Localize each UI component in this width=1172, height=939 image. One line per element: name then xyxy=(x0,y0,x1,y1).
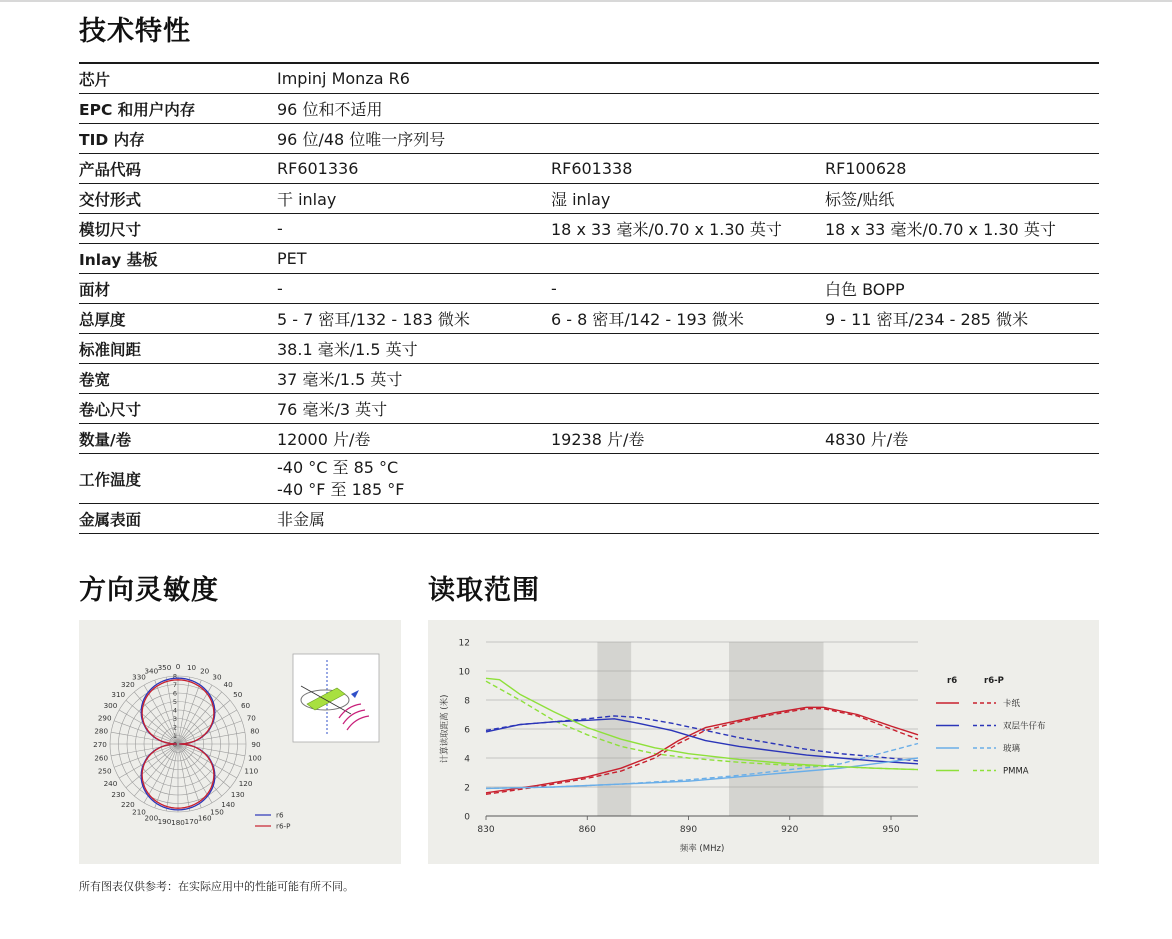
spec-value: 5 - 7 密耳/132 - 183 微米 xyxy=(277,310,470,329)
legend-header: r6 xyxy=(947,676,958,686)
spec-table xyxy=(79,62,1099,534)
x-axis-label: 频率 (MHz) xyxy=(679,844,725,854)
angle-tick-label: 30 xyxy=(212,672,222,682)
spec-label: 交付形式 xyxy=(79,190,142,209)
spec-label: 金属表面 xyxy=(79,510,142,529)
spec-value xyxy=(551,63,825,94)
spec-value: 非金属 xyxy=(277,510,326,529)
spec-value: 标签/贴纸 xyxy=(825,190,895,209)
radial-tick-label: 2 xyxy=(172,723,177,732)
spec-value xyxy=(825,364,1099,394)
y-tick-label: 4 xyxy=(464,754,470,765)
x-tick-label: 920 xyxy=(781,825,799,835)
angle-tick-label: 170 xyxy=(184,816,199,826)
angle-tick-label: 0 xyxy=(175,662,181,671)
spec-value xyxy=(825,94,1099,124)
spec-label: Inlay 基板 xyxy=(79,250,158,269)
angle-tick-label: 50 xyxy=(233,689,243,699)
spec-row xyxy=(79,364,1099,394)
polar-chart-panel xyxy=(79,620,401,864)
spec-value: 白色 BOPP xyxy=(825,280,905,299)
spec-row xyxy=(79,94,1099,124)
spec-value: 18 x 33 毫米/0.70 x 1.30 英寸 xyxy=(551,220,782,239)
angle-tick-label: 300 xyxy=(103,701,118,710)
polar-chart xyxy=(79,620,401,864)
x-tick-label: 890 xyxy=(679,825,698,835)
angle-tick-label: 220 xyxy=(121,799,135,809)
angle-tick-label: 340 xyxy=(144,666,159,676)
angle-tick-label: 240 xyxy=(103,779,118,788)
spec-value xyxy=(551,94,825,124)
y-tick-label: 2 xyxy=(464,783,470,794)
angle-tick-label: 10 xyxy=(186,663,197,673)
spec-row xyxy=(79,454,1099,504)
spec-value: 37 毫米/1.5 英寸 xyxy=(277,370,403,389)
spec-value xyxy=(551,394,825,424)
y-tick-label: 6 xyxy=(464,725,470,736)
spec-value: 9 - 11 密耳/234 - 285 微米 xyxy=(825,310,1029,329)
spec-value xyxy=(825,244,1099,274)
radial-tick-label: 7 xyxy=(172,681,177,689)
angle-tick-label: 320 xyxy=(121,680,135,690)
y-tick-label: 8 xyxy=(464,696,470,707)
angle-tick-label: 40 xyxy=(223,680,233,690)
angle-tick-label: 210 xyxy=(132,807,146,817)
spec-value xyxy=(825,124,1099,154)
angle-tick-label: 120 xyxy=(238,779,253,788)
spec-label: 卷心尺寸 xyxy=(79,400,142,419)
spec-value xyxy=(551,244,825,274)
legend-label: 玻璃 xyxy=(1003,744,1021,754)
spec-value xyxy=(551,124,825,154)
angle-tick-label: 330 xyxy=(132,672,146,682)
x-tick-label: 830 xyxy=(477,825,495,835)
spec-row xyxy=(79,424,1099,454)
orientation-diagram xyxy=(293,654,379,742)
angle-tick-label: 290 xyxy=(97,713,112,723)
radial-tick-label: 0 xyxy=(172,740,177,749)
range-chart-panel xyxy=(428,620,1099,864)
angle-tick-label: 270 xyxy=(93,740,107,749)
radial-tick-label: 5 xyxy=(172,698,177,706)
spec-label: 总厚度 xyxy=(79,310,126,329)
y-tick-label: 0 xyxy=(464,812,470,823)
polar-legend-label: r6 xyxy=(276,810,284,820)
spec-value: 4830 片/卷 xyxy=(825,430,909,449)
angle-tick-label: 110 xyxy=(244,766,259,776)
spec-value xyxy=(551,504,825,534)
angle-tick-label: 90 xyxy=(251,740,261,749)
spec-value: 6 - 8 密耳/142 - 193 微米 xyxy=(551,310,744,329)
spec-row xyxy=(79,274,1099,304)
spec-value: RF100628 xyxy=(825,159,907,178)
y-tick-label: 10 xyxy=(458,667,470,678)
spec-row xyxy=(79,154,1099,184)
spec-label: 模切尺寸 xyxy=(79,220,142,239)
angle-tick-label: 190 xyxy=(157,816,172,826)
spec-row xyxy=(79,504,1099,534)
series-双层牛仔布-r6 xyxy=(486,719,918,764)
angle-tick-label: 60 xyxy=(240,701,251,710)
angle-tick-label: 140 xyxy=(221,799,235,809)
spec-row xyxy=(79,334,1099,364)
read-range-chart xyxy=(428,620,1099,864)
angle-tick-label: 230 xyxy=(111,790,126,800)
spec-value: RF601338 xyxy=(551,159,633,178)
radial-tick-label: 8 xyxy=(172,672,177,681)
legend-label: 双层牛仔布 xyxy=(1003,721,1046,732)
spec-value: 76 毫米/3 英寸 xyxy=(277,400,388,419)
spec-value: RF601336 xyxy=(277,159,359,178)
spec-value: 96 位和不适用 xyxy=(277,100,383,119)
spec-row xyxy=(79,124,1099,154)
series-PMMA-r6-P xyxy=(486,681,918,769)
polar-legend-label: r6-P xyxy=(276,821,291,831)
spec-label: 工作温度 xyxy=(79,470,142,489)
y-axis-label: 计算读取距离 (米) xyxy=(440,694,450,764)
spec-label: 芯片 xyxy=(79,70,111,89)
angle-tick-label: 280 xyxy=(94,726,109,736)
angle-tick-label: 80 xyxy=(250,726,260,736)
spec-label: 数量/卷 xyxy=(79,430,132,449)
spec-value xyxy=(551,454,825,504)
spec-label: TID 内存 xyxy=(79,130,145,149)
spec-value: 19238 片/卷 xyxy=(551,430,645,449)
radial-tick-label: 6 xyxy=(172,689,177,698)
spec-row xyxy=(79,394,1099,424)
spec-label: EPC 和用户内存 xyxy=(79,100,196,119)
spec-value: PET xyxy=(277,249,307,268)
spec-value xyxy=(551,334,825,364)
footnote: 所有图表仅供参考：在实际应用中的性能可能有所不同。 xyxy=(79,880,354,893)
angle-tick-label: 100 xyxy=(247,753,262,763)
spec-row xyxy=(79,63,1099,94)
spec-value: 湿 inlay xyxy=(551,190,611,209)
legend-label: PMMA xyxy=(1003,766,1029,777)
y-tick-label: 12 xyxy=(458,638,470,649)
angle-tick-label: 250 xyxy=(97,766,112,776)
spec-value xyxy=(825,334,1099,364)
angle-tick-label: 160 xyxy=(197,813,212,823)
angle-tick-label: 20 xyxy=(200,666,210,676)
angle-tick-label: 310 xyxy=(111,689,126,699)
spec-value: 12000 片/卷 xyxy=(277,430,371,449)
spec-value xyxy=(825,63,1099,94)
series-PMMA-r6 xyxy=(486,678,918,769)
spec-value: Impinj Monza R6 xyxy=(277,69,410,88)
spec-row xyxy=(79,304,1099,334)
angle-tick-label: 180 xyxy=(171,818,185,827)
legend-header: r6-P xyxy=(984,676,1004,686)
spec-value: 96 位/48 位唯一序列号 xyxy=(277,130,446,149)
spec-row xyxy=(79,214,1099,244)
spec-value: -40 °C 至 85 °C -40 °F 至 185 °F xyxy=(277,457,405,499)
legend-label: 卡纸 xyxy=(1003,699,1021,709)
spec-value xyxy=(825,504,1099,534)
spec-label: 面材 xyxy=(79,280,111,299)
angle-tick-label: 350 xyxy=(157,663,172,673)
spec-label: 标准间距 xyxy=(79,340,142,359)
spec-value xyxy=(825,394,1099,424)
top-divider xyxy=(0,0,1172,2)
angle-tick-label: 130 xyxy=(230,790,245,800)
spec-label: 产品代码 xyxy=(79,160,142,179)
spec-value: - xyxy=(551,279,557,298)
x-tick-label: 950 xyxy=(882,825,900,835)
spec-value: 18 x 33 毫米/0.70 x 1.30 英寸 xyxy=(825,220,1056,239)
spec-value xyxy=(825,454,1099,504)
spec-value: - xyxy=(277,219,283,238)
spec-row xyxy=(79,184,1099,214)
spec-value: - xyxy=(277,279,283,298)
angle-tick-label: 150 xyxy=(210,807,224,817)
angle-tick-label: 260 xyxy=(94,753,109,763)
specs-heading: 技术特性 xyxy=(79,16,191,47)
spec-value: 38.1 毫米/1.5 英寸 xyxy=(277,340,418,359)
spec-value: 干 inlay xyxy=(277,190,337,209)
radial-tick-label: 1 xyxy=(172,732,177,740)
polar-heading: 方向灵敏度 xyxy=(79,575,219,606)
angle-tick-label: 200 xyxy=(144,813,159,823)
radial-tick-label: 4 xyxy=(172,706,177,715)
angle-tick-label: 70 xyxy=(246,713,256,723)
spec-row xyxy=(79,244,1099,274)
radial-tick-label: 3 xyxy=(172,715,177,723)
spec-value xyxy=(551,364,825,394)
range-heading: 读取范围 xyxy=(428,575,540,606)
spec-label: 卷宽 xyxy=(79,370,111,389)
x-tick-label: 860 xyxy=(578,825,596,835)
